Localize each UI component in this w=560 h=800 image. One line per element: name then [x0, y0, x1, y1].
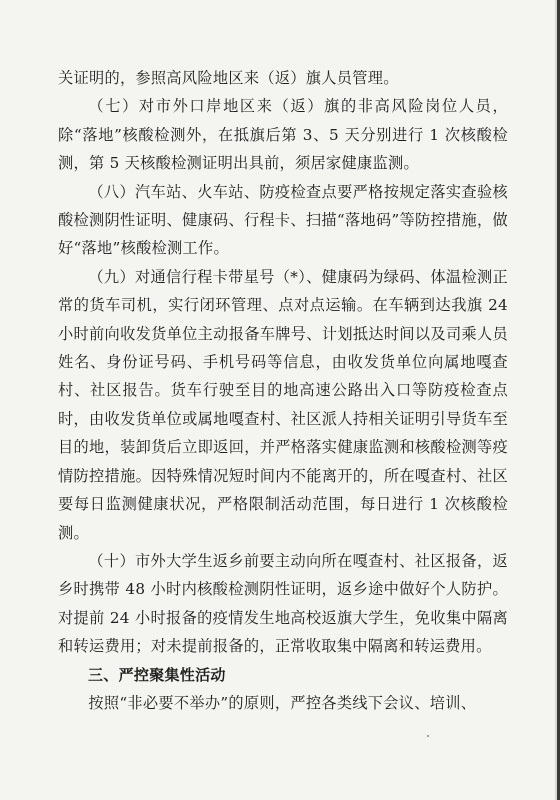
section-heading: 三、严控聚集性活动 [88, 665, 226, 684]
paragraph-section-3: 按照“非必要不举办”的原则，严控各类线下会议、培训、 [88, 693, 477, 712]
paragraph-item-10: （十）市外大学生返乡前要主动向所在嘎查村、社区报备，返乡时携带 48 小时内核酸检测阴性证明，返乡途中做好个人防护。对提前 24 小时报备的疫情发生地高校返旗大学生，免收集中隔离和转运费用；对未提前报备的，正常收取集中隔离和转运费用。 [58, 551, 508, 656]
paragraph-item-7: （七）对市外口岸地区来（返）旗的非高风险岗位人员，除“落地”核酸检测外，在抵旗后第 3、5 天分别进行 1 次核酸检测，第 5 天核酸检测证明出具前，须居家健康监测。 [58, 97, 508, 173]
paragraph-item-9: （九）对通信行程卡带星号（*）、健康码为绿码、体温检测正常的货车司机，实行闭环管理、点对点运输。在车辆到达我旗 24 小时前向收发货单位主动报备车牌号、计划抵达时间以及司乘人员姓名、身份证号码、手机号码等信息，由收发货单位向属地嘎查村、社区报告。货车行驶至目的地高速公路出入口等防疫检查点时，由收发货单位或属地嘎查村、社区派人持相关证明引导货车至目的地，装卸货后立即返回，并严格落实健康监测和核酸检测等疫情防控措施。因特殊情况短时间内不能离开的，所在嘎查村、社区要每日监测健康状况，严格限制活动范围，每日进行 1 次核酸检测。 [58, 267, 508, 542]
scan-speck [427, 735, 429, 737]
paragraph-item-8: （八）汽车站、火车站、防疫检查点要严格按规定落实查验核酸检测阴性证明、健康码、行程卡、扫描“落地码”等防控措施，做好“落地”核酸检测工作。 [58, 182, 508, 258]
paragraph-continuation: 关证明的，参照高风险地区来（返）旗人员管理。 [58, 69, 399, 87]
